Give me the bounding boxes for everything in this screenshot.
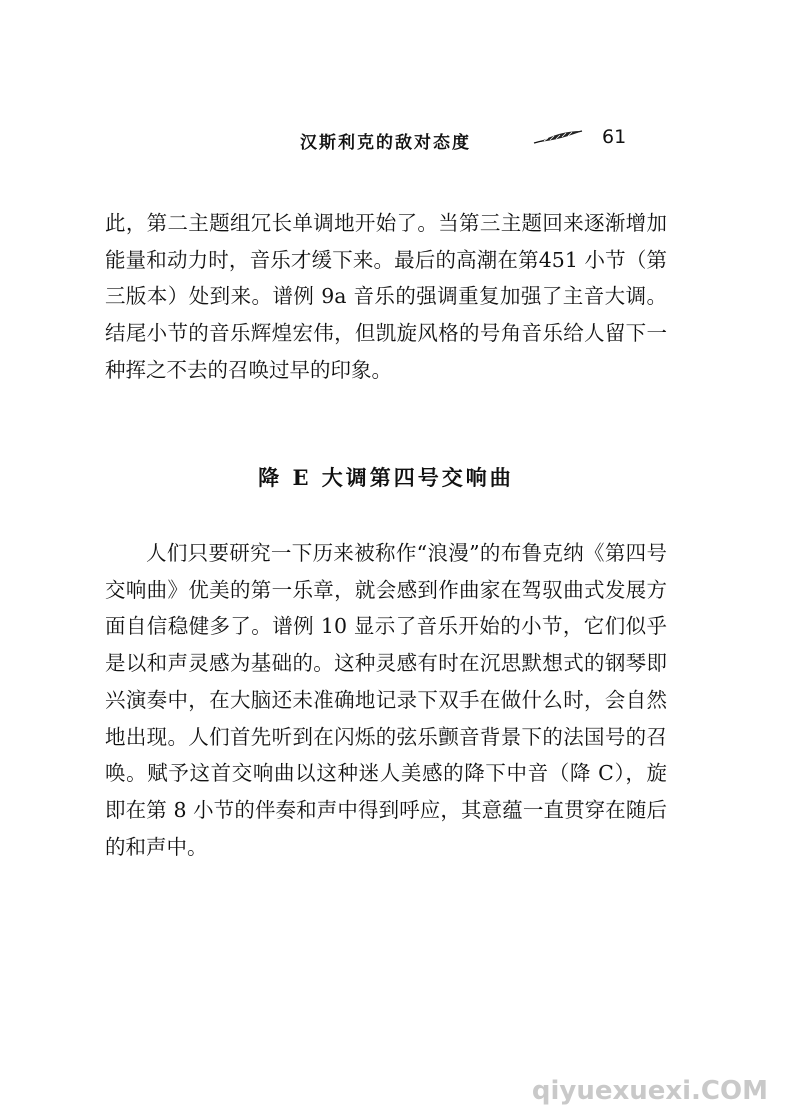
section-heading: 降 E 大调第四号交响曲 xyxy=(258,465,514,490)
body-paragraph-2: 人们只要研究一下历来被称作“浪漫”的布鲁克纳《第四号交响曲》优美的第一乐章，就会感到作曲家在驾驭曲式发展方面自信稳健多了。谱例 10 显示了音乐开始的小节，它们似乎是以和声灵感为基础的。这种灵感有时在沉思默想式的钢琴即兴演奏中，在大脑还未准确地记录下双手在做什么时，会自然地出现。人们首先听到在闪烁的弦乐颤音背景下的法国号的召唤。赋予这首交响曲以这种迷人美感的降下中音（降 C），旋即在第 8 小节的伴奏和声中得到呼应，其意蕴一直贯穿在随后的和声中。 xyxy=(105,541,667,859)
page-number: 61 xyxy=(602,126,627,148)
header-title: 汉斯利克的敌对态度 xyxy=(300,133,471,153)
watermark: qiyuexuexi.COM xyxy=(531,1076,768,1106)
feather-icon xyxy=(532,128,584,148)
running-header xyxy=(300,124,660,158)
body-paragraph-1: 此，第二主题组冗长单调地开始了。当第三主题回来逐渐增加能量和动力时，音乐才缓下来。最后的高潮在第451 小节（第三版本）处到来。谱例 9a 音乐的强调重复加强了主音大调。结尾小节的音乐辉煌宏伟，但凯旋风格的号角音乐给人留下一种挥之不去的召唤过早的印象。 xyxy=(105,211,667,382)
